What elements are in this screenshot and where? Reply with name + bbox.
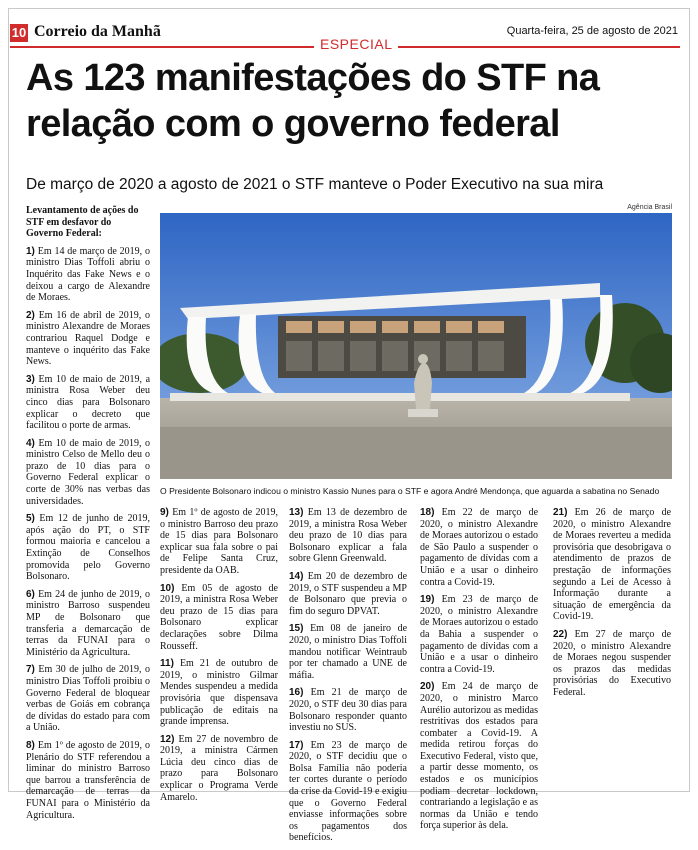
article-lead: Levantamento de ações do STF em desfavor do Governo Federal: [26,205,139,240]
list-item: 15) Em 08 de janeiro de 2020, o ministro Dias Toffoli mandou notificar Weintraub por ter chamado a UNE de máfia. [289,623,408,681]
list-item: 1) Em 14 de março de 2019, o ministro Dias Toffoli abriu o Inquérito das Fake News e o deixou a cargo de Alexandre de Moraes. [26,245,151,304]
stf-building-photo [160,213,672,479]
text-column-2 [160,507,278,809]
list-item: 11) Em 21 de outubro de 2019, o ministro Gilmar Mendes suspendeu a medida provisória que dispensava publicação de editais na grande imprensa. [160,658,279,728]
list-item: 3) Em 10 de maio de 2019, a ministra Rosa Weber deu cinco dias para Bolsonaro explicar o decreto que facilitou o porte de armas. [26,373,151,432]
headline: As 123 manifestações do STF na relação com o governo federal [26,57,600,145]
list-item: 5) Em 12 de junho de 2019, após ação do PT, o STF formou maioria e cancelou a Extinção de Conselhos promovida pelo Governo Bolsonaro. [26,513,151,583]
list-item: 18) Em 22 de março de 2020, o ministro Alexandre de Moraes autorizou o estado de São Paulo a suspender o pagamento de dívidas com a União e a usar o dinheiro contra a Covid-19. [420,507,539,588]
issue-date: Quarta-feira, 25 de agosto de 2021 [506,25,678,37]
text-column-4 [420,507,538,838]
photo-credit: Agência Brasil [627,204,672,211]
list-item: 9) Em 1º de agosto de 2019, o ministro Barroso deu prazo de 15 dias para Bolsonaro explicar sua fala sobre o pai de Felipe Santa Cruz, presidente da OAB. [160,507,279,576]
list-item: 14) Em 20 de dezembro de 2019, o STF suspendeu a MP de Bolsonaro que previa o fim do seguro DPVAT. [289,570,408,617]
subtitle: De março de 2020 a agosto de 2021 o STF manteve o Poder Executivo na sua mira [26,176,604,193]
list-item: 19) Em 23 de março de 2020, o ministro Alexandre de Moraes autorizou o estado da Bahia a suspender o pagamento de dívidas com a União e a usar o dinheiro contra a Covid-19. [420,594,539,675]
list-item: 16) Em 21 de março de 2020, o STF deu 30 dias para Bolsonaro responder quanto investiu no SUS. [289,687,408,734]
list-item: 2) Em 16 de abril de 2019, o ministro Alexandre de Moraes contrariou Raquel Dodge e manteve o inquérito das Fake News. [26,309,151,368]
list-item: 10) Em 05 de agosto de 2019, a ministra Rosa Weber deu prazo de 15 dias para Bolsonaro explicar declarações sobre Dilma Rousseff. [160,582,279,652]
photo-caption: O Presidente Bolsonaro indicou o ministro Kassio Nunes para o STF e agora André Mendonça, que aguarda a sabatina no Senado [160,486,660,496]
page-number: 10 [11,25,27,40]
list-item: 17) Em 23 de março de 2020, o STF decidiu que o Bolsa Família não poderia ter cortes durante o período da crise da Covid-19 e exigiu que o Governo Federal enviasse informações sobre os pagamentos dos benefícios. [289,739,408,844]
list-item: 13) Em 13 de dezembro de 2019, a ministra Rosa Weber deu prazo de 10 dias para Bolsonaro explicar a fala sobre Glenn Greenwald. [289,507,408,565]
newspaper-name: Correio da Manhã [34,23,161,40]
list-item: 12) Em 27 de novembro de 2019, a ministra Cármen Lúcia deu cinco dias de prazo para Bolsonaro explicar o Programa Verde Amarelo. [160,733,278,803]
list-item: 20) Em 24 de março de 2020, o ministro Marco Aurélio autorizou as medidas restritivas dos estados para combater a Covid-19. A medida retirou forças do Executivo Federal, visto que, a partir desse momento, os estados e os municípios podiam decretar lockdown, contrariando a legislação e as normas da União e tendo força superior às dela. [420,681,539,832]
list-item: 21) Em 26 de março de 2020, o ministro Alexandre de Moraes reverteu a medida provisória que desobrigava o atendimento de prazos de prestação de informações segundo a Lei de Acesso à Informação durante a situação de emergência da Covid-19. [553,507,672,623]
text-column-3 [289,507,407,850]
text-column-1 [26,205,150,827]
text-column-5 [553,507,671,705]
list-item: 6) Em 24 de junho de 2019, o ministro Barroso suspendeu MP de Bolsonaro que transferia a demarcação de terras da FUNAI para o Ministério da Agricultura. [26,588,151,658]
list-item: 7) Em 30 de julho de 2019, o ministro Dias Toffoli proibiu o Governo Federal de bloquear verbas de Goiás em cobrança de dívidas do estado para com a União. [26,664,150,734]
section-label: ESPECIAL [314,36,398,52]
list-item: 4) Em 10 de maio de 2019, o ministro Celso de Mello deu o prazo de 10 dias para o Governo Federal explicar o corte de 30% nas verbas das universidades. [26,437,150,507]
photo-illustration [160,213,672,479]
list-item: 22) Em 27 de março de 2020, o ministro Alexandre de Moraes negou suspender os prazos das medidas provisórias do Executivo Federal. [553,628,672,698]
list-item: 8) Em 1º de agosto de 2019, o Plenário do STF referendou a liminar do ministro Barroso que barrou a transferência de demarcação de terras da FUNAI para o Ministério da Agricultura. [26,739,150,821]
